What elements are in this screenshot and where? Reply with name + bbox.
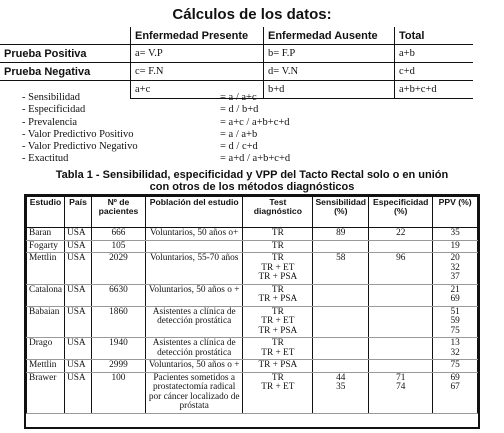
cell-estudio: Brawer <box>27 372 65 413</box>
table-caption-line1: Tabla 1 - Sensibilidad, especificidad y VPP del Tacto Rectal solo o en unión <box>55 169 449 181</box>
cell-especificidad <box>369 360 433 373</box>
formula-row <box>22 141 290 153</box>
cell-pais: USA <box>65 306 92 338</box>
table-row <box>27 372 478 413</box>
cell-ppv: 20 32 37 <box>433 253 478 285</box>
cell-total-presente: a+c <box>131 81 264 99</box>
formula-row <box>22 104 290 116</box>
cell-estudio: Mettlin <box>27 253 65 285</box>
cell-poblacion: Asistentes a clínica de detección prostática <box>145 338 243 360</box>
formula-expression: = d / c+d <box>220 141 258 153</box>
formula-list <box>22 92 290 166</box>
formula-label: - Valor Predictivo Positivo <box>22 128 134 140</box>
cell-poblacion: Pacientes sometidos a prostatectomía radical por cáncer localizado de próstata <box>145 372 243 413</box>
cell-sensibilidad: 44 35 <box>313 372 369 413</box>
cell-sensibilidad <box>313 240 369 253</box>
cell-sensibilidad: 89 <box>313 228 369 241</box>
contingency-row-negativa <box>0 63 473 81</box>
cell-poblacion: Voluntarios, 50 años o+ <box>145 228 243 241</box>
cell-grand-total: a+b+c+d <box>395 81 474 99</box>
formula-label: - Prevalencia <box>22 116 78 128</box>
cell-pais: USA <box>65 253 92 285</box>
col-header-estudio: Estudio <box>27 197 65 228</box>
cell-vn: d= V.N <box>264 63 395 81</box>
cell-total-pos: a+b <box>395 45 474 63</box>
cell-estudio: Drago <box>27 338 65 360</box>
cell-especificidad <box>369 240 433 253</box>
formula-label: - Especificidad <box>22 104 86 116</box>
cell-poblacion <box>145 240 243 253</box>
header-enfermedad-presente: Enfermedad Presente <box>131 27 264 45</box>
page-title: Cálculos de los datos: <box>172 6 332 23</box>
cell-test: TR <box>243 240 313 253</box>
cell-ppv: 69 67 <box>433 372 478 413</box>
cell-test: TR + PSA <box>243 360 313 373</box>
cell-sensibilidad <box>313 338 369 360</box>
table-row <box>27 253 478 285</box>
studies-table <box>26 196 478 414</box>
cell-especificidad <box>369 284 433 306</box>
col-header-poblacion: Población del estudio <box>145 197 243 228</box>
cell-test: TR TR + ET TR + PSA <box>243 253 313 285</box>
cell-especificidad: 22 <box>369 228 433 241</box>
cell-test: TR TR + ET <box>243 372 313 413</box>
col-header-especificidad: Especificidad (%) <box>369 197 433 228</box>
cell-pais: USA <box>65 228 92 241</box>
cell-especificidad: 71 74 <box>369 372 433 413</box>
formula-expression: = a+d / a+b+c+d <box>220 153 291 165</box>
cell-pais: USA <box>65 284 92 306</box>
row-label-negativa: Prueba Negativa <box>0 63 131 81</box>
formula-row <box>22 129 290 141</box>
cell-pacientes: 2029 <box>92 253 146 285</box>
cell-estudio: Babaian <box>27 306 65 338</box>
cell-ppv: 13 32 <box>433 338 478 360</box>
table-caption <box>0 169 504 193</box>
cell-sensibilidad: 58 <box>313 253 369 285</box>
formula-expression: = a / a+c <box>220 92 257 103</box>
cell-ppv: 35 <box>433 228 478 241</box>
formula-expression: = a / a+b <box>220 128 258 140</box>
table-row <box>27 228 478 241</box>
formula-expression: = a+c / a+b+c+d <box>220 116 290 128</box>
cell-estudio: Baran <box>27 228 65 241</box>
row-label-positiva: Prueba Positiva <box>0 45 131 63</box>
cell-vp: a= V.P <box>131 45 264 63</box>
studies-table-frame <box>24 194 480 429</box>
table-row <box>27 306 478 338</box>
contingency-table <box>0 27 473 99</box>
cell-test: TR TR + ET TR + PSA <box>243 306 313 338</box>
cell-ppv: 51 59 75 <box>433 306 478 338</box>
cell-sensibilidad <box>313 284 369 306</box>
cell-fn: c= F.N <box>131 63 264 81</box>
cell-total-ausente: b+d <box>264 81 395 99</box>
cell-poblacion: Voluntarios, 55-70 años <box>145 253 243 285</box>
cell-poblacion: Voluntarios, 50 años o + <box>145 284 243 306</box>
cell-especificidad <box>369 338 433 360</box>
cell-pacientes: 100 <box>92 372 146 413</box>
cell-sensibilidad <box>313 360 369 373</box>
table-row <box>27 338 478 360</box>
formula-row <box>22 117 290 129</box>
cell-estudio: Mettlin <box>27 360 65 373</box>
cell-test: TR TR + PSA <box>243 284 313 306</box>
cell-pacientes: 1940 <box>92 338 146 360</box>
cell-pais: USA <box>65 240 92 253</box>
contingency-header-row <box>0 27 473 45</box>
cell-pacientes: 2999 <box>92 360 146 373</box>
table-row <box>27 360 478 373</box>
cell-fp: b= F.P <box>264 45 395 63</box>
formula-label: - Sensibilidad <box>22 92 81 103</box>
table-row <box>27 240 478 253</box>
cell-estudio: Fogarty <box>27 240 65 253</box>
cell-test: TR TR + ET <box>243 338 313 360</box>
col-header-test: Test diagnóstico <box>243 197 313 228</box>
table-caption-line2: con otros de los métodos diagnósticos <box>149 181 355 193</box>
cell-especificidad: 96 <box>369 253 433 285</box>
cell-ppv: 75 <box>433 360 478 373</box>
cell-ppv: 21 69 <box>433 284 478 306</box>
table-row <box>27 284 478 306</box>
formula-label: - Exactitud <box>22 153 69 165</box>
col-header-pais: País <box>65 197 92 228</box>
cell-pais: USA <box>65 360 92 373</box>
cell-especificidad <box>369 306 433 338</box>
contingency-row-positiva <box>0 45 473 63</box>
cell-pacientes: 6630 <box>92 284 146 306</box>
col-header-pacientes: Nº de pacientes <box>92 197 146 228</box>
formula-row <box>22 153 290 165</box>
cell-test: TR <box>243 228 313 241</box>
col-header-sensibilidad: Sensibilidad (%) <box>313 197 369 228</box>
formula-expression: = d / b+d <box>220 104 259 116</box>
cell-pacientes: 666 <box>92 228 146 241</box>
col-header-ppv: PPV (%) <box>433 197 478 228</box>
cell-pacientes: 1860 <box>92 306 146 338</box>
cell-poblacion: Voluntarios, 50 años o + <box>145 360 243 373</box>
formula-label: - Valor Predictivo Negativo <box>22 141 138 153</box>
contingency-corner <box>0 27 131 45</box>
cell-pais: USA <box>65 338 92 360</box>
studies-header-row <box>27 197 478 228</box>
cell-poblacion: Asistentes a clínica de detección prostática <box>145 306 243 338</box>
formula-row <box>22 92 290 104</box>
cell-sensibilidad <box>313 306 369 338</box>
header-total: Total <box>395 27 474 45</box>
cell-pais: USA <box>65 372 92 413</box>
cell-pacientes: 105 <box>92 240 146 253</box>
cell-ppv: 19 <box>433 240 478 253</box>
cell-estudio: Catalona <box>27 284 65 306</box>
cell-total-neg: c+d <box>395 63 474 81</box>
header-enfermedad-ausente: Enfermedad Ausente <box>264 27 395 45</box>
